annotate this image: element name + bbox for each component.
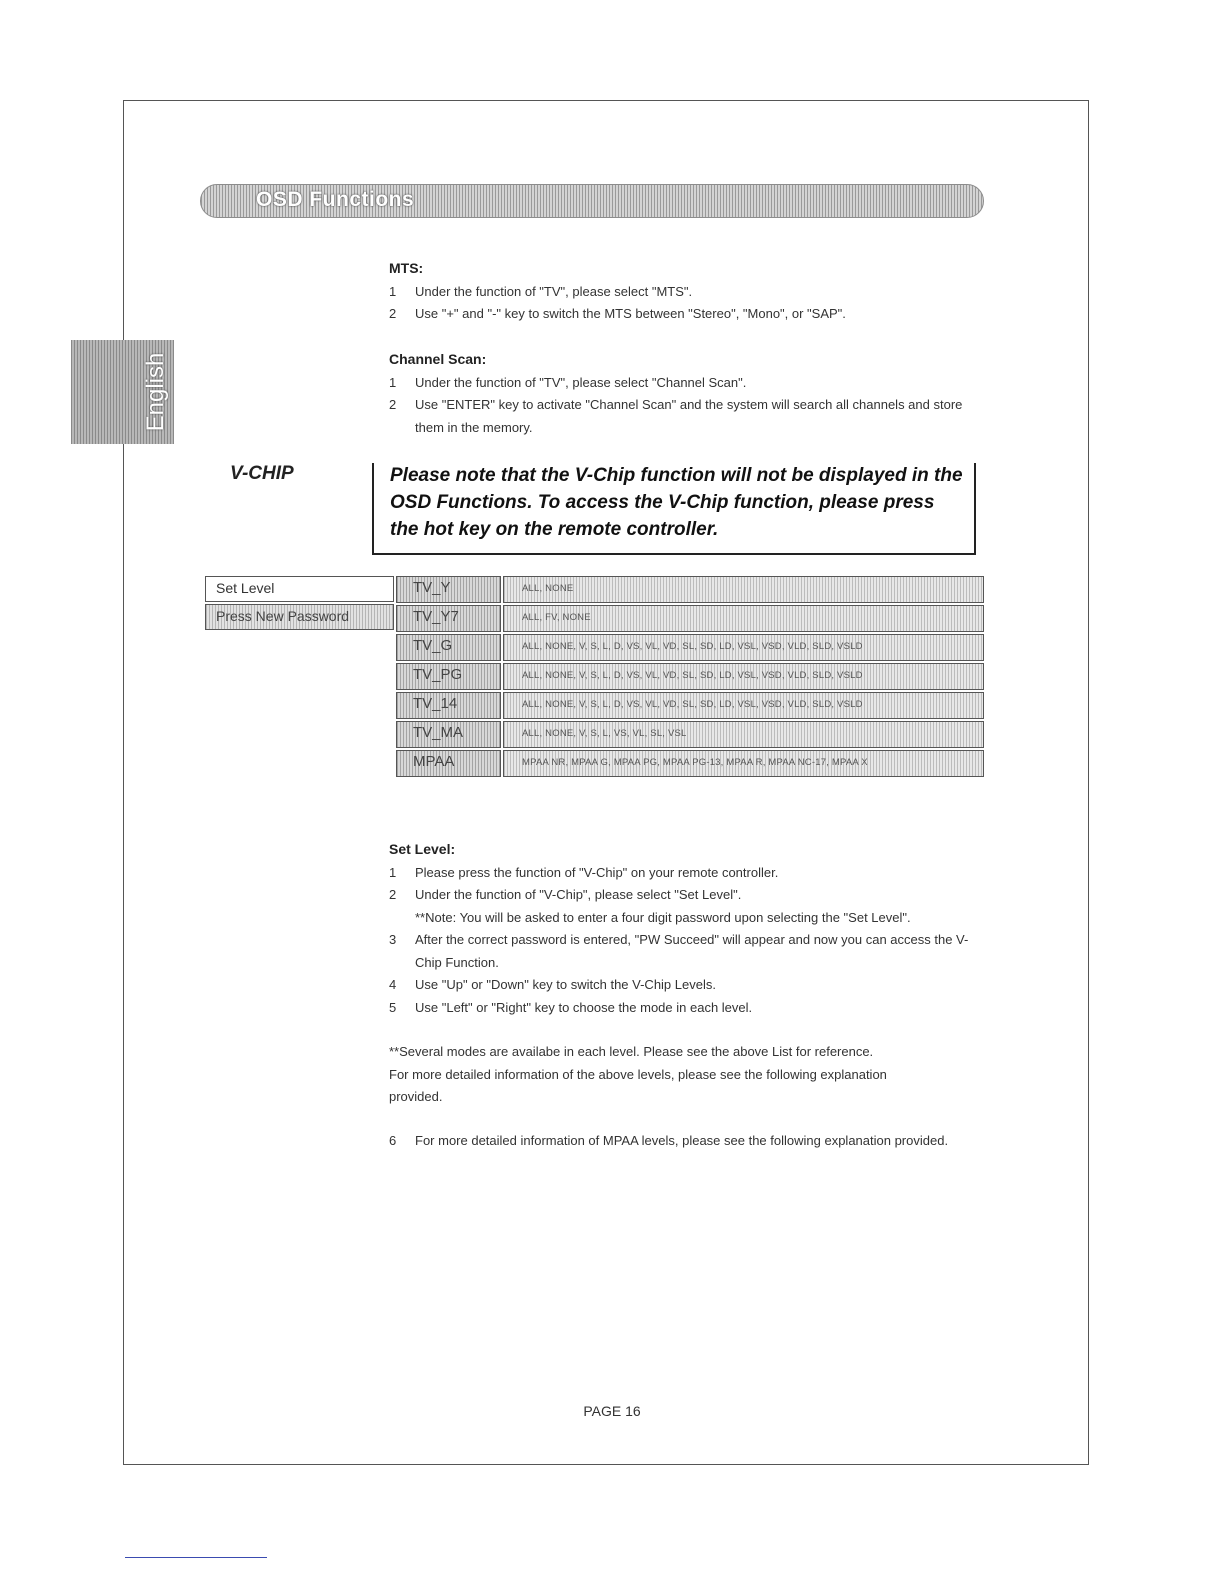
modes-tv-14[interactable]: ALL, NONE, V, S, L, D, VS, VL, VD, SL, SD, LD, VSL, VSD, VLD, SLD, VSLD [503, 692, 984, 719]
channel-scan-heading: Channel Scan: [389, 351, 487, 367]
section-banner [200, 184, 984, 218]
set-level-step [389, 862, 989, 885]
step-text: Use "ENTER" key to activate "Channel Scan" and the system will search all channels and store them in the memory. [415, 397, 963, 435]
step-text: After the correct password is entered, "PW Succeed" will appear and now you can access the V-Chip Function. [415, 932, 969, 970]
vchip-note-box [372, 463, 976, 555]
channel-scan-section [389, 348, 979, 439]
level-tv-ma[interactable]: TV_MA [396, 721, 501, 748]
modes-tv-pg[interactable]: ALL, NONE, V, S, L, D, VS, VL, VD, SL, SD, LD, VSL, VSD, VLD, SLD, VSLD [503, 663, 984, 690]
step-number: 2 [389, 397, 397, 412]
step-number: 1 [389, 864, 397, 880]
menu-item-set-level[interactable]: Set Level [205, 576, 394, 602]
step-number: 2 [389, 306, 397, 321]
modes-note-line: **Several modes are availabe in each level. Please see the above List for reference. [389, 1044, 874, 1059]
vchip-note-line: OSD Functions. To access the V-Chip function, please press [390, 492, 935, 513]
step-number: 1 [389, 283, 397, 299]
level-tv-y7[interactable]: TV_Y7 [396, 605, 501, 632]
level-tv-14[interactable]: TV_14 [396, 692, 501, 719]
section-title: OSD Functions [256, 188, 415, 211]
mts-step [389, 303, 989, 326]
modes-tv-y[interactable]: ALL, NONE [503, 576, 984, 603]
set-level-note: **Note: You will be asked to enter a four digit password upon selecting the "Set Level". [415, 909, 911, 925]
page-number: PAGE 16 [583, 1403, 641, 1419]
language-tab-label: English [142, 352, 169, 432]
channel-scan-step [389, 372, 979, 395]
set-level-step [389, 997, 989, 1020]
step-number: 4 [389, 977, 397, 992]
step-number: 5 [389, 999, 397, 1015]
modes-tv-y7[interactable]: ALL, FV, NONE [503, 605, 984, 632]
step-number: 1 [389, 374, 397, 390]
menu-item-press-new-password[interactable]: Press New Password [205, 604, 394, 630]
step-text: Please press the function of "V-Chip" on your remote controller. [415, 864, 779, 880]
bottom-rule [125, 1557, 267, 1558]
level-tv-pg[interactable]: TV_PG [396, 663, 501, 690]
level-tv-g[interactable]: TV_G [396, 634, 501, 661]
step-text: For more detailed information of MPAA levels, please see the following explanation provided. [415, 1133, 949, 1148]
step-text: Use "+" and "-" key to switch the MTS between "Stereo", "Mono", or "SAP". [415, 306, 846, 321]
set-level-step [389, 1130, 969, 1153]
modes-note-line: provided. [389, 1089, 443, 1104]
set-level-step [389, 974, 989, 997]
vchip-label: V-CHIP [230, 463, 294, 484]
vchip-note-line: Please note that the V-Chip function will not be displayed in the [390, 465, 963, 486]
modes-note-line: For more detailed information of the above levels, please see the following explanation [389, 1066, 887, 1082]
step-number: 3 [389, 932, 397, 947]
set-level-heading: Set Level: [389, 841, 456, 857]
set-level-step [389, 884, 989, 907]
level-mpaa[interactable]: MPAA [396, 750, 501, 777]
modes-tv-ma[interactable]: ALL, NONE, V, S, L, VS, VL, SL, VSL [503, 721, 984, 748]
set-level-section [389, 838, 989, 1019]
step-text: Under the function of "TV", please select "Channel Scan". [415, 374, 747, 390]
step-text: Use "Up" or "Down" key to switch the V-Chip Levels. [415, 977, 716, 992]
mts-step [389, 281, 989, 304]
step-text: Under the function of "V-Chip", please select "Set Level". [415, 887, 742, 902]
step-text: Under the function of "TV", please select "MTS". [415, 283, 693, 299]
step-number: 6 [389, 1133, 397, 1148]
set-level-step [389, 929, 975, 974]
vchip-note-line: the hot key on the remote controller. [390, 519, 719, 540]
step-number: 2 [389, 887, 397, 902]
mts-section [389, 257, 989, 326]
channel-scan-step [389, 394, 979, 439]
mts-heading: MTS: [389, 260, 424, 276]
step-text: Use "Left" or "Right" key to choose the mode in each level. [415, 999, 753, 1015]
modes-note-section [389, 1041, 989, 1109]
mpaa-step-section [389, 1130, 969, 1153]
level-tv-y[interactable]: TV_Y [396, 576, 501, 603]
modes-mpaa[interactable]: MPAA NR, MPAA G, MPAA PG, MPAA PG-13, MPAA R, MPAA NC-17, MPAA X [503, 750, 984, 777]
modes-tv-g[interactable]: ALL, NONE, V, S, L, D, VS, VL, VD, SL, SD, LD, VSL, VSD, VLD, SLD, VSLD [503, 634, 984, 661]
